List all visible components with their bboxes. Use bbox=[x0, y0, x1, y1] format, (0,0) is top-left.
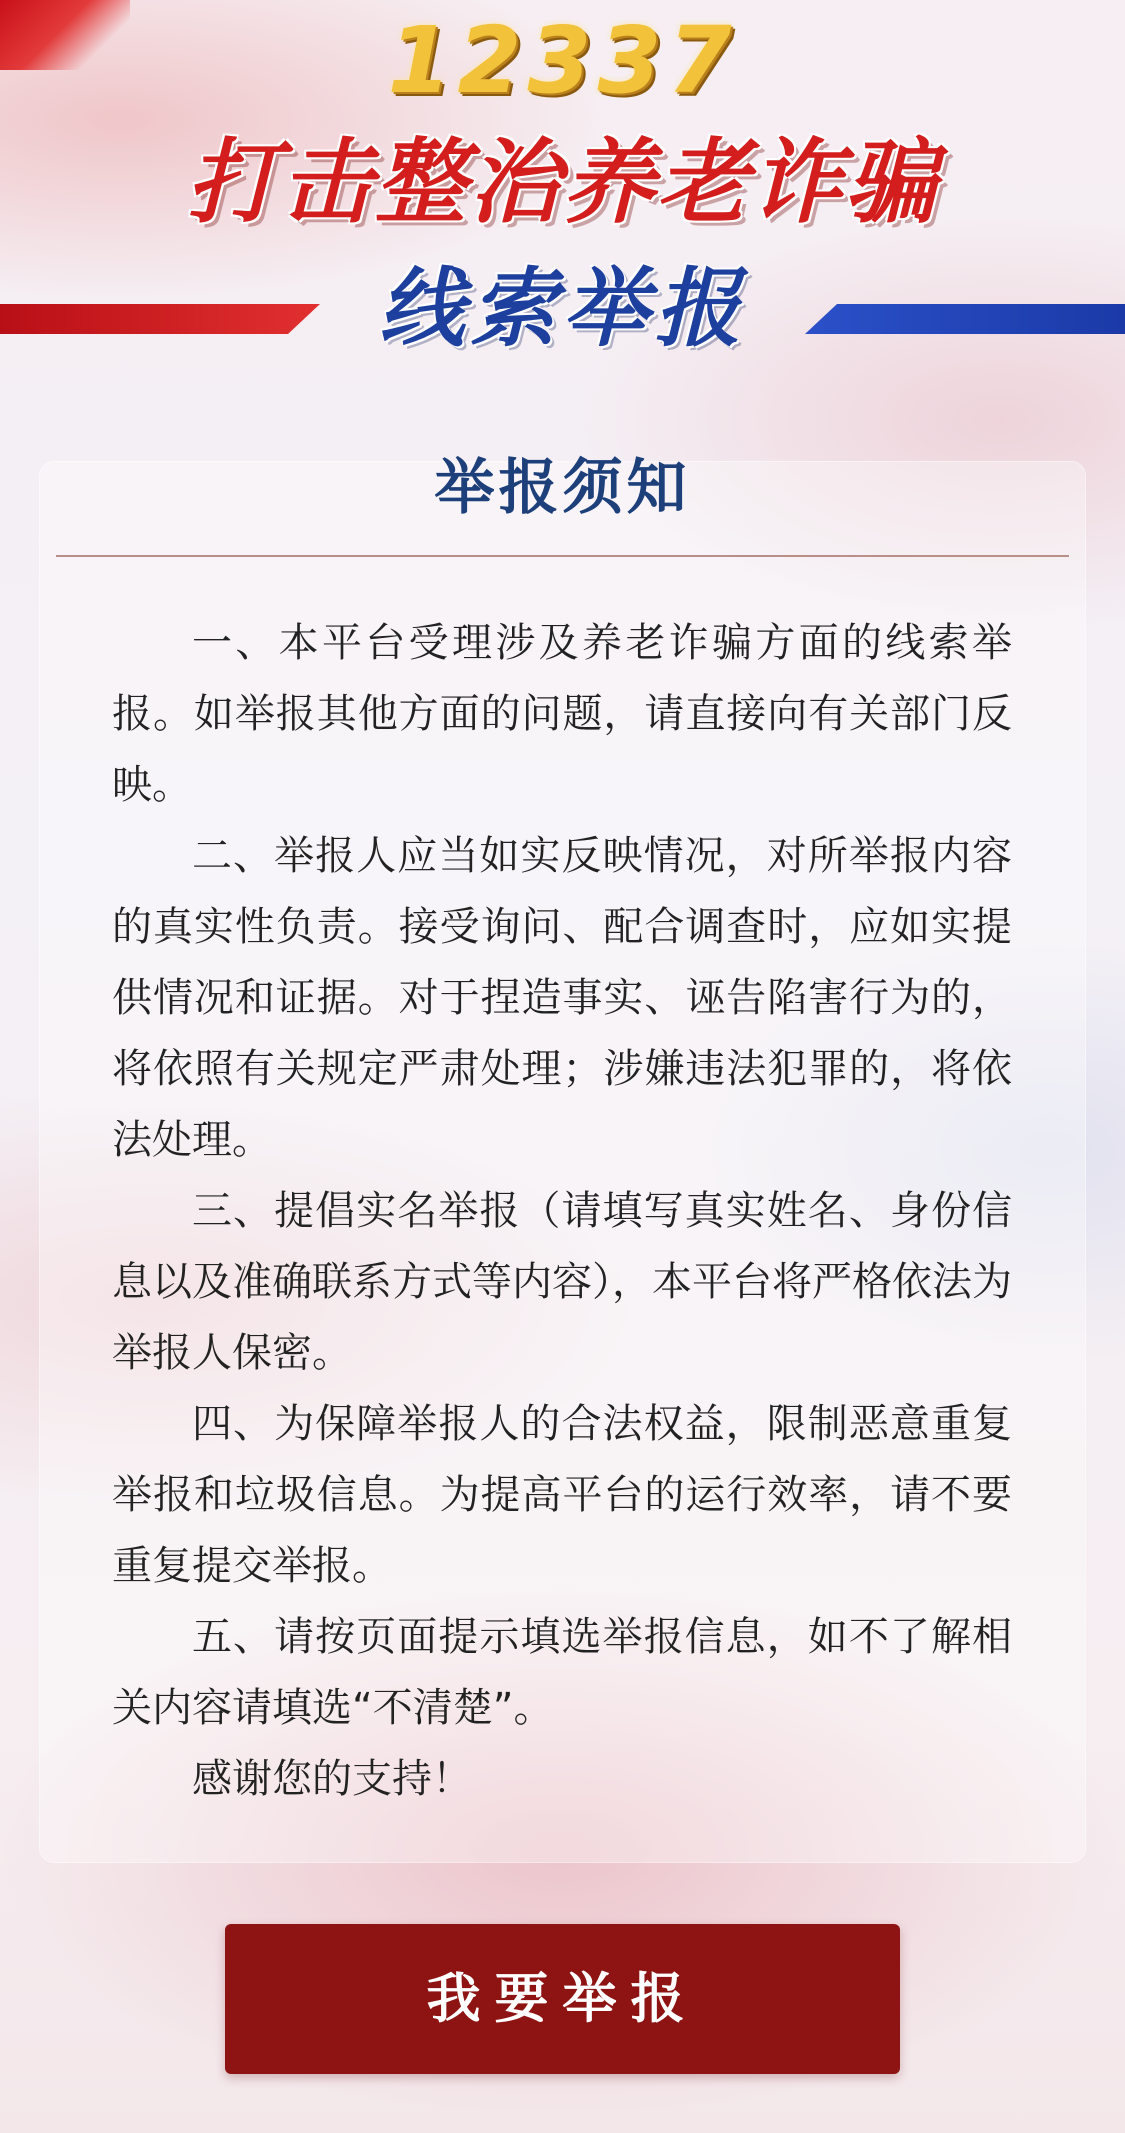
notice-paragraph-5: 五、请按页面提示填选举报信息，如不了解相关内容请填选“不清楚”。 bbox=[112, 1614, 1012, 1731]
notice-title: 举报须知 bbox=[434, 453, 691, 523]
notice-paragraph-3: 三、提倡实名举报（请填写真实姓名、身份信息以及准确联系方式等内容），本平台将严格依法为举报人保密。 bbox=[112, 1188, 1012, 1376]
notice-divider bbox=[56, 555, 1069, 557]
notice-paragraph-4: 四、为保障举报人的合法权益，限制恶意重复举报和垃圾信息。为提高平台的运行效率，请不要重复提交举报。 bbox=[112, 1401, 1012, 1589]
notice-thanks: 感谢您的支持！ bbox=[192, 1756, 472, 1802]
notice-paragraph-2: 二、举报人应当如实反映情况，对所举报内容的真实性负责。接受询问、配合调查时，应如实提供情况和证据。对于捏造事实、诬告陷害行为的，将依照有关规定严肃处理；涉嫌违法犯罪的，将依法处理。 bbox=[112, 833, 1012, 1163]
notice-body bbox=[112, 608, 1012, 1815]
banner-title: 打击整治养老诈骗 bbox=[186, 129, 939, 236]
hotline-number: 12337 bbox=[387, 7, 738, 114]
banner-subtitle: 线索举报 bbox=[378, 259, 747, 359]
notice-paragraph-1: 一、本平台受理涉及养老诈骗方面的线索举报。如举报其他方面的问题，请直接向有关部门反映。 bbox=[112, 620, 1012, 808]
report-button[interactable]: 我要举报 bbox=[225, 1924, 900, 2074]
